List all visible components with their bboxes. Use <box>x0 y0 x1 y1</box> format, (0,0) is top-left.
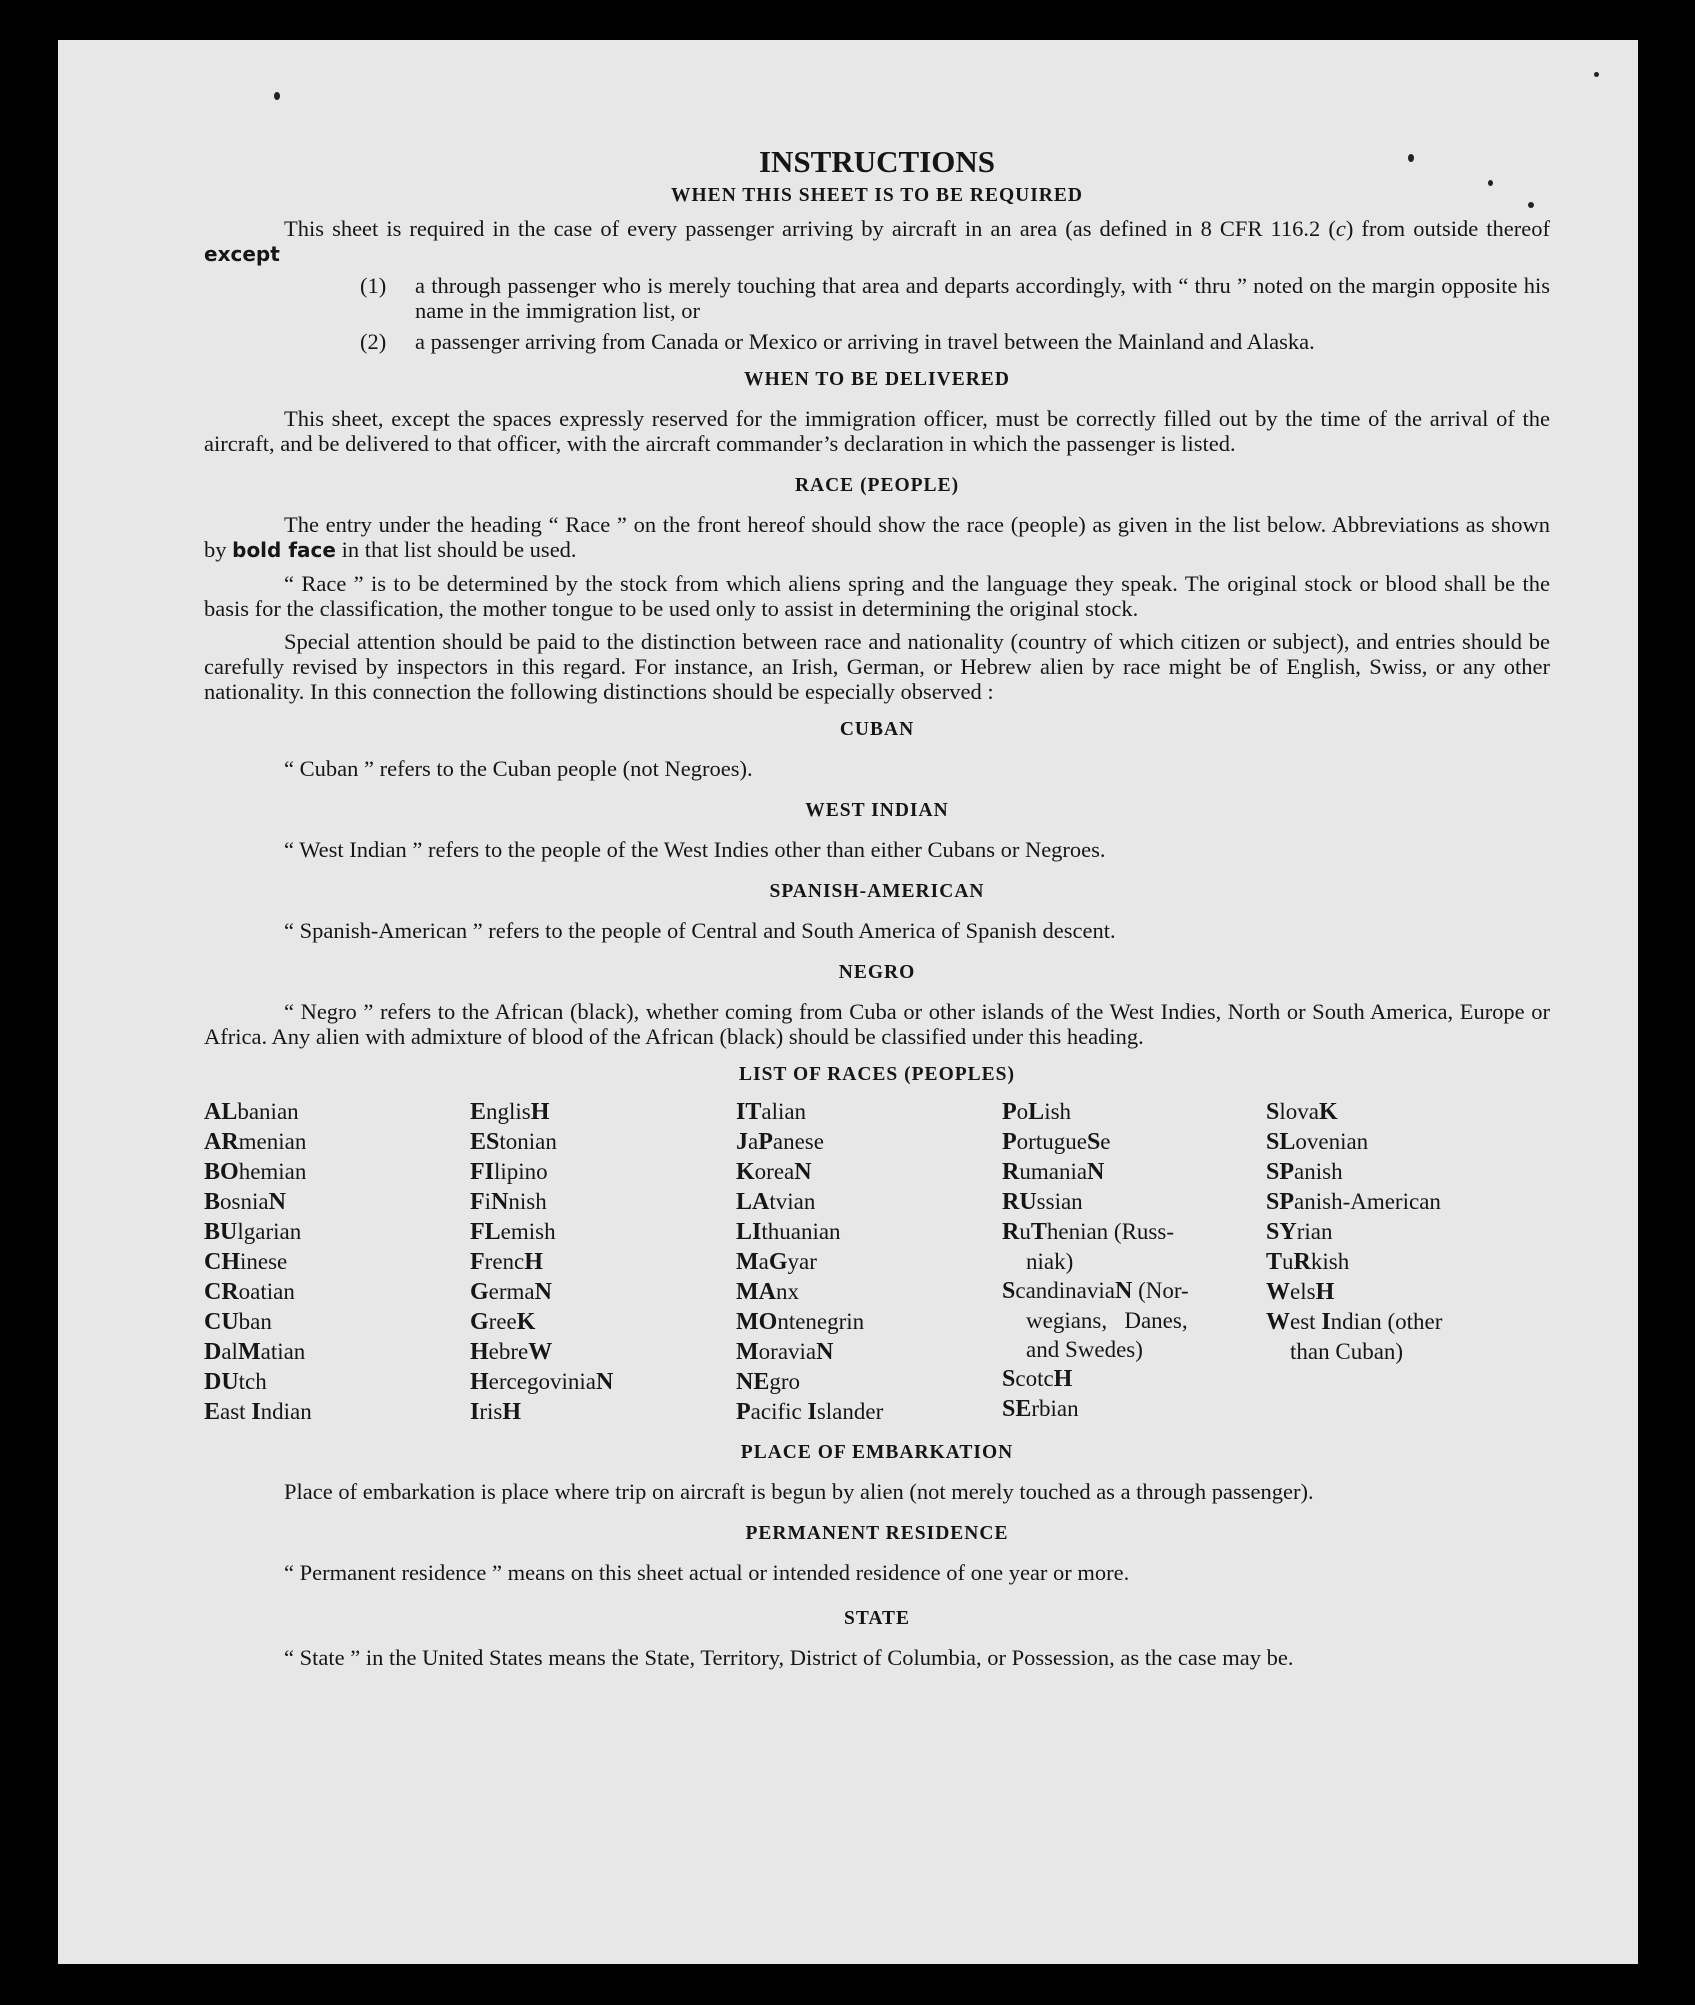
race-item <box>1002 1335 1266 1364</box>
race-text-part: kish <box>1310 1249 1350 1274</box>
race-abbrev-part: S <box>1002 1366 1016 1392</box>
race-paragraph-1 <box>204 512 1550 563</box>
race-abbrev-part: MA <box>736 1279 776 1305</box>
race-abbrev-part: RU <box>1002 1189 1037 1215</box>
race-abbrev-part: R <box>1002 1159 1020 1185</box>
race-item <box>470 1307 736 1337</box>
race-abbrev-part: FI <box>470 1159 494 1185</box>
race-column <box>470 1097 736 1427</box>
race-item <box>736 1397 1002 1427</box>
race-abbrev-part: F <box>470 1189 485 1215</box>
race-text-part: renc <box>484 1249 525 1274</box>
race-text-part: menian <box>238 1129 307 1154</box>
race-abbrev-part: ES <box>470 1129 500 1155</box>
race-item <box>1002 1276 1266 1306</box>
race-abbrev-part: SP <box>1266 1189 1295 1215</box>
race-text-part: ast <box>220 1399 252 1424</box>
race-item <box>1002 1247 1266 1276</box>
race-abbrev-part: H <box>1315 1279 1335 1305</box>
race-abbrev-part: CH <box>204 1249 240 1275</box>
race-item <box>736 1097 1002 1127</box>
instructions-content <box>204 144 1550 1670</box>
race-abbrev-part: S <box>1266 1099 1280 1125</box>
race-text-part: ovenian <box>1295 1129 1369 1154</box>
race-item <box>736 1337 1002 1367</box>
race-text-part: erma <box>488 1279 535 1304</box>
race-item <box>470 1217 736 1247</box>
race-item <box>736 1187 1002 1217</box>
race-column <box>736 1097 1002 1427</box>
race-text-part: inese <box>240 1249 288 1274</box>
race-text-part: oravia <box>758 1339 817 1364</box>
race-item <box>736 1127 1002 1157</box>
race-abbrev-part: FL <box>470 1219 501 1245</box>
race-abbrev-part: E <box>204 1399 221 1425</box>
race-text-part: tch <box>238 1369 267 1394</box>
race-abbrev-part: W <box>1266 1279 1290 1305</box>
race-abbrev-part: K <box>736 1159 755 1185</box>
race-abbrev-part: I <box>251 1399 261 1425</box>
race-item <box>470 1397 736 1427</box>
race-abbrev-part: SY <box>1266 1219 1297 1245</box>
race-text-part: ercegovinia <box>488 1369 596 1394</box>
race-abbrev-part: S <box>1002 1278 1016 1304</box>
race-abbrev-part: N <box>534 1279 552 1305</box>
race-abbrev-part: P <box>736 1399 751 1425</box>
race-abbrev-part: SE <box>1002 1396 1032 1422</box>
race-text-part: gro <box>769 1369 801 1394</box>
race-abbrev-part: BO <box>204 1159 239 1185</box>
race-abbrev-part: NE <box>736 1369 770 1395</box>
race-text-part: hemian <box>238 1159 307 1184</box>
race-abbrev-part: N <box>491 1189 509 1215</box>
race-abbrev-part: N <box>1087 1159 1105 1185</box>
race-text-part: ntenegrin <box>777 1309 865 1334</box>
race-abbrev-part: N <box>816 1339 834 1365</box>
race-text-part: a <box>758 1249 769 1274</box>
race-text-part: acific <box>750 1399 808 1424</box>
race-text-part: u <box>1282 1249 1294 1274</box>
race-text-part: (Nor- <box>1132 1278 1189 1303</box>
race-text-part: oatian <box>238 1279 295 1304</box>
race-abbrev-part: IT <box>736 1099 762 1125</box>
race-column <box>204 1097 470 1427</box>
race-abbrev-part: W <box>528 1339 553 1365</box>
race-item <box>1002 1097 1266 1127</box>
race-list <box>204 1097 1550 1427</box>
race-abbrev-part: K <box>1318 1099 1338 1125</box>
race-text-part: banian <box>237 1099 299 1124</box>
race-text-part: ortugue <box>1016 1129 1087 1154</box>
section-heading-race-list: LIST OF RACES (PEOPLES) <box>738 1064 1015 1085</box>
race-p1-text-b: in that list should be used. <box>335 537 577 562</box>
race-text-part: tonian <box>499 1129 557 1154</box>
race-item <box>736 1367 1002 1397</box>
race-abbrev-part: MO <box>736 1309 778 1335</box>
race-text-part: lova <box>1279 1099 1319 1124</box>
negro-text: “ Negro ” refers to the African (black), whether coming from Cuba or other islands of the West Indies, North or South America, Europe or Africa. Any alien with admixture of blood of the African (black) should be classified under this heading. <box>204 999 1550 1049</box>
race-item <box>470 1157 736 1187</box>
race-item <box>470 1247 736 1277</box>
race-text-part: ish <box>1044 1099 1072 1124</box>
cuban-text: “ Cuban ” refers to the Cuban people (not Negroes). <box>284 756 753 781</box>
race-item <box>1266 1157 1506 1187</box>
race-item <box>470 1277 736 1307</box>
race-abbrev-part: M <box>237 1339 261 1365</box>
race-abbrev-part: CR <box>204 1279 239 1305</box>
section-heading-residence: PERMANENT RESIDENCE <box>745 1523 1009 1544</box>
race-text-part: ebre <box>488 1339 529 1364</box>
race-item <box>1266 1187 1506 1217</box>
race-text-part: nglis <box>486 1099 531 1124</box>
race-item <box>736 1277 1002 1307</box>
race-item <box>204 1307 470 1337</box>
race-abbrev-part: M <box>736 1249 759 1275</box>
race-abbrev-part: SP <box>1266 1159 1295 1185</box>
race-abbrev-part: R <box>1002 1219 1020 1245</box>
race-abbrev-part: L <box>1028 1099 1045 1125</box>
required-intro-text-a: This sheet is required in the case of every passenger arriving by aircraft in an area (as defined in 8 CFR 116.2 ( <box>284 216 1336 241</box>
race-text-part: ree <box>488 1309 517 1334</box>
residence-text: “ Permanent residence ” means on this sheet actual or intended residence of one year or more. <box>284 1560 1130 1585</box>
race-text-part: al <box>221 1339 238 1364</box>
race-text-part: emish <box>500 1219 556 1244</box>
race-abbrev-part: I <box>470 1399 480 1425</box>
race-text-part: i <box>484 1189 492 1214</box>
race-column <box>1002 1097 1266 1427</box>
race-abbrev-part: I <box>807 1399 817 1425</box>
race-text-part: a <box>748 1129 759 1154</box>
section-heading-cuban: CUBAN <box>839 719 915 740</box>
race-abbrev-part: J <box>736 1129 748 1155</box>
race-text-part: thuanian <box>761 1219 841 1244</box>
race-text-part: cotc <box>1015 1366 1054 1391</box>
race-abbrev-part: N <box>1114 1278 1133 1304</box>
exception-item <box>360 273 1550 323</box>
race-text-part: anish <box>1294 1159 1343 1184</box>
race-item <box>1002 1187 1266 1217</box>
race-item <box>1266 1127 1506 1157</box>
race-item <box>204 1247 470 1277</box>
race-text-part: umania <box>1019 1159 1088 1184</box>
race-abbrev-part: SL <box>1266 1129 1296 1155</box>
state-text: “ State ” in the United States means the State, Territory, District of Columbia, or Possession, as the case may be. <box>284 1645 1294 1670</box>
race-text-part: ndian (other <box>1330 1309 1443 1334</box>
race-text-part: alian <box>761 1099 807 1124</box>
section-heading-negro: NEGRO <box>838 962 916 983</box>
race-text-part: niak) <box>1026 1249 1074 1274</box>
race-abbrev-part: DU <box>204 1369 239 1395</box>
race-abbrev-part: CU <box>204 1309 239 1335</box>
page-title: INSTRUCTIONS <box>758 144 995 179</box>
race-item <box>204 1217 470 1247</box>
race-abbrev-part: I <box>1321 1309 1331 1335</box>
spanish-american-text: “ Spanish-American ” refers to the people of Central and South America of Spanish descent. <box>284 918 1116 943</box>
race-text-part: o <box>1016 1099 1029 1124</box>
race-abbrev-part: P <box>1002 1099 1017 1125</box>
race-item <box>470 1097 736 1127</box>
race-item <box>736 1307 1002 1337</box>
race-text-part: u <box>1019 1219 1031 1244</box>
race-column <box>1266 1097 1506 1427</box>
race-text-part: atian <box>260 1339 306 1364</box>
race-abbrev-part: W <box>1266 1309 1290 1335</box>
race-abbrev-part: AL <box>204 1099 238 1125</box>
race-text-part: slander <box>816 1399 884 1424</box>
race-text-part: candinavia <box>1015 1278 1115 1303</box>
race-item <box>736 1157 1002 1187</box>
race-item <box>1002 1306 1266 1335</box>
bleed-through-mark <box>658 102 668 128</box>
race-item <box>204 1157 470 1187</box>
section-heading-embarkation: PLACE OF EMBARKATION <box>740 1442 1014 1463</box>
race-text-part: and Swedes) <box>1026 1337 1143 1362</box>
race-abbrev-part: BU <box>204 1219 238 1245</box>
race-text-part: est <box>1290 1309 1322 1334</box>
race-abbrev-part: LA <box>736 1189 770 1215</box>
section-heading-delivered: WHEN TO BE DELIVERED <box>744 369 1010 390</box>
race-text-part: henian (Russ- <box>1046 1219 1174 1244</box>
race-text-part: els <box>1290 1279 1316 1304</box>
race-abbrev-part: S <box>1086 1129 1101 1155</box>
race-abbrev-part: P <box>758 1129 773 1155</box>
race-item <box>204 1277 470 1307</box>
race-abbrev-part: T <box>1030 1219 1047 1245</box>
race-abbrev-part: K <box>516 1309 536 1335</box>
race-abbrev-part: H <box>530 1099 550 1125</box>
west-indian-text: “ West Indian ” refers to the people of the West Indies other than either Cubans or Negroes. <box>284 837 1106 862</box>
race-item <box>204 1187 470 1217</box>
section-heading-west-indian: WEST INDIAN <box>805 800 949 821</box>
race-item <box>470 1187 736 1217</box>
race-text-part: tvian <box>769 1189 816 1214</box>
race-text-part: rbian <box>1031 1396 1079 1421</box>
race-item <box>736 1247 1002 1277</box>
race-text-part: rian <box>1296 1219 1333 1244</box>
race-abbrev-part: T <box>1266 1249 1283 1275</box>
section-heading-race: RACE (PEOPLE) <box>794 475 960 496</box>
race-abbrev-part: R <box>1293 1249 1311 1275</box>
race-text-part: ndian <box>260 1399 312 1424</box>
race-abbrev-part: N <box>268 1189 286 1215</box>
race-item <box>1002 1217 1266 1247</box>
race-text-part: nish <box>508 1189 547 1214</box>
race-p1-text-a: The entry under the heading “ Race ” on the front hereof should show the race (people) as given in the list below. Abbreviations as shown by <box>204 512 1550 562</box>
race-item <box>1266 1277 1506 1307</box>
race-text-part: anish-American <box>1294 1189 1441 1214</box>
race-item <box>204 1097 470 1127</box>
scan-speck <box>1594 72 1599 77</box>
race-item <box>736 1217 1002 1247</box>
race-item <box>1002 1157 1266 1187</box>
exception-text: a through passenger who is merely touching that area and departs accordingly, with “ thru ” noted on the margin opposite his name in the immigration list, or <box>415 273 1550 323</box>
race-item <box>204 1397 470 1427</box>
scan-speck <box>274 92 280 100</box>
section-heading-state: STATE <box>843 1608 911 1629</box>
race-abbrev-part: B <box>204 1189 221 1215</box>
race-item <box>204 1127 470 1157</box>
race-abbrev-part: M <box>736 1339 759 1365</box>
race-item <box>1266 1247 1506 1277</box>
race-text-part: than Cuban) <box>1290 1339 1404 1364</box>
race-abbrev-part: H <box>502 1399 522 1425</box>
race-text-part: nx <box>775 1279 799 1304</box>
race-abbrev-part: LI <box>736 1219 762 1245</box>
race-text-part: wegians, Danes, <box>1026 1308 1188 1333</box>
race-item <box>1002 1394 1266 1424</box>
race-abbrev-part: G <box>768 1249 788 1275</box>
race-abbrev-part: H <box>470 1339 489 1365</box>
section-heading-spanish-american: SPANISH-AMERICAN <box>769 881 985 902</box>
exception-number: (2) <box>360 329 387 354</box>
race-text-part: e <box>1100 1129 1111 1154</box>
exception-text: a passenger arriving from Canada or Mexico or arriving in travel between the Mainland and Alaska. <box>415 329 1315 354</box>
race-item <box>1266 1097 1506 1127</box>
race-p1-bold: bold face <box>232 538 336 562</box>
required-except: except <box>204 242 280 266</box>
race-item <box>470 1367 736 1397</box>
race-text-part: osnia <box>220 1189 269 1214</box>
race-abbrev-part: E <box>470 1099 487 1125</box>
race-text-part: ssian <box>1036 1189 1083 1214</box>
race-abbrev-part: H <box>470 1369 489 1395</box>
exception-item <box>360 329 1550 354</box>
race-abbrev-part: H <box>1053 1366 1073 1392</box>
race-text-part: lipino <box>494 1159 548 1184</box>
race-item <box>1002 1364 1266 1394</box>
race-item <box>470 1337 736 1367</box>
race-text-part: lgarian <box>237 1219 302 1244</box>
document-page <box>58 40 1638 1964</box>
race-text-part: ris <box>479 1399 503 1424</box>
race-paragraph-2: “ Race ” is to be determined by the stock from which aliens spring and the language they speak. The original stock or blood shall be the basis for the classification, the mother tongue to be used only to assist in determining the original stock. <box>204 571 1550 621</box>
embarkation-text: Place of embarkation is place where trip on aircraft is begun by alien (not merely touched as a through passenger). <box>284 1479 1314 1504</box>
race-item <box>204 1337 470 1367</box>
delivered-text: This sheet, except the spaces expressly reserved for the immigration officer, must be correctly filled out by the time of the arrival of the aircraft, and be delivered to that officer, with the aircraft commander’s declaration in which the passenger is listed. <box>204 406 1550 456</box>
race-item <box>1266 1307 1506 1337</box>
race-abbrev-part: N <box>794 1159 812 1185</box>
race-text-part: ban <box>238 1309 272 1334</box>
section-heading-required: WHEN THIS SHEET IS TO BE REQUIRED <box>671 185 1083 206</box>
race-abbrev-part: P <box>1002 1129 1017 1155</box>
race-item <box>470 1127 736 1157</box>
required-intro <box>204 216 1550 267</box>
race-item <box>1002 1127 1266 1157</box>
race-abbrev-part: D <box>204 1339 222 1365</box>
required-intro-c: c <box>1335 216 1346 241</box>
race-abbrev-part: G <box>470 1309 489 1335</box>
race-paragraph-3: Special attention should be paid to the distinction between race and nationality (country of which citizen or subject), and entries should be carefully revised by inspectors in this regard. For instance, an Irish, German, or Hebrew alien by race might be of English, Swiss, or any other nationality. In this connection the following distinctions should be especially observed : <box>204 629 1550 704</box>
race-abbrev-part: F <box>470 1249 485 1275</box>
race-text-part: orea <box>754 1159 795 1184</box>
race-text-part: anese <box>772 1129 824 1154</box>
race-item <box>1266 1217 1506 1247</box>
race-item <box>1266 1337 1506 1366</box>
race-abbrev-part: AR <box>204 1129 239 1155</box>
race-abbrev-part: N <box>595 1369 614 1395</box>
race-item <box>204 1367 470 1397</box>
exception-number: (1) <box>360 273 387 298</box>
required-intro-text-b: ) from outside thereof <box>1345 216 1551 241</box>
race-abbrev-part: G <box>470 1279 489 1305</box>
race-abbrev-part: H <box>524 1249 543 1275</box>
race-text-part: yar <box>787 1249 817 1274</box>
